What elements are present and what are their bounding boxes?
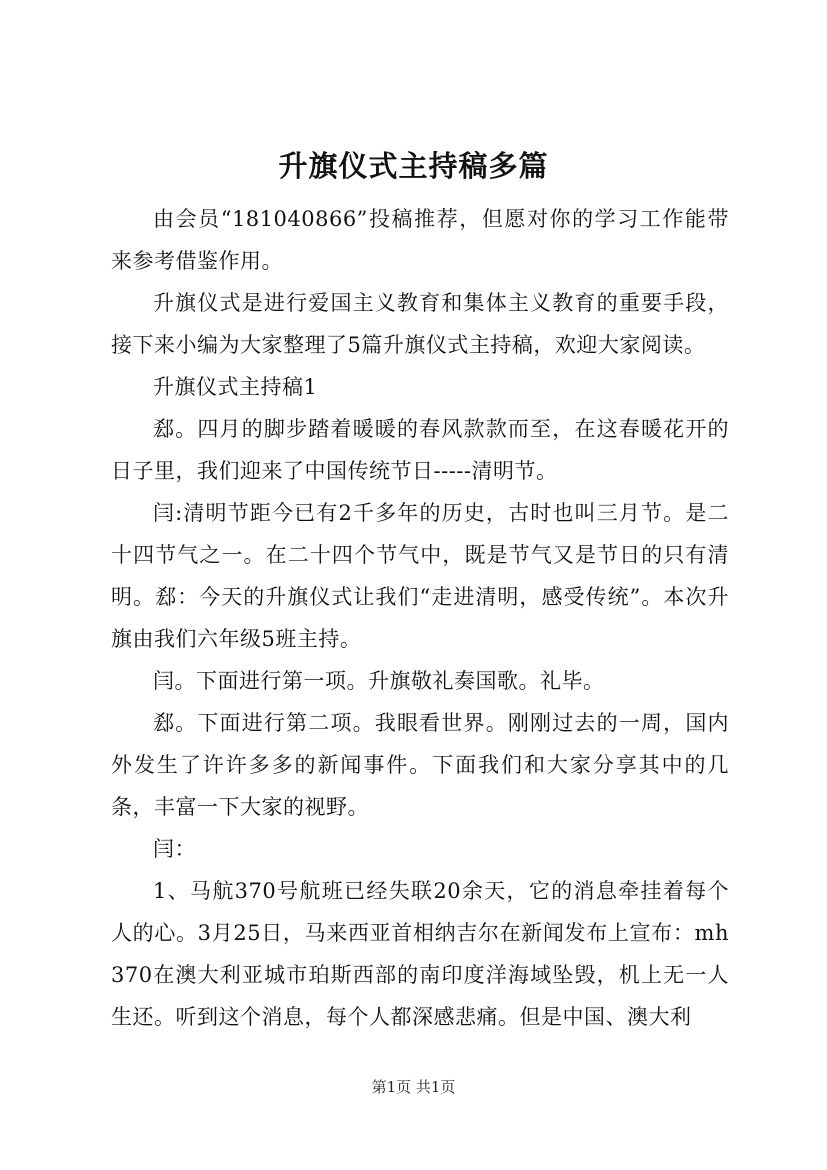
paragraph: 1、马航370号航班已经失联20余天，它的消息牵挂着每个人的心。3月25日，马来西亚首相纳吉尔在新闻发布上宣布：mh370在澳大利亚城市珀斯西部的南印度洋海域坠毁，机上无一人生还。听到这个消息，每个人都深感悲痛。但是中国、澳大利 <box>111 879 729 1029</box>
paragraph: 郄。四月的脚步踏着暖暖的春风款款而至，在这春暖花开的日子里，我们迎来了中国传统节日-----清明节。 <box>111 417 729 483</box>
paragraph: 闫:清明节距今已有2千多年的历史，古时也叫三月节。是二十四节气之一。在二十四个节气中，既是节气又是节日的只有清明。郄：今天的升旗仪式让我们“走进清明，感受传统”。本次升旗由我们六年级5班主持。 <box>111 501 729 651</box>
document-title: 升旗仪式主持稿多篇 <box>278 149 549 183</box>
paragraph: 闫： <box>153 837 196 861</box>
paragraph: 闫。下面进行第一项。升旗敬礼奏国歌。礼毕。 <box>153 669 605 693</box>
document-body <box>111 198 729 1038</box>
section-heading: 升旗仪式主持稿1 <box>153 375 318 399</box>
paragraph-intro: 由会员“181040866”投稿推荐，但愿对你的学习工作能带来参考借鉴作用。 <box>111 207 729 273</box>
page-footer: 第1页 共1页 <box>371 1078 456 1096</box>
paragraph: 郄。下面进行第二项。我眼看世界。刚刚过去的一周，国内外发生了许许多多的新闻事件。下面我们和大家分享其中的几条，丰富一下大家的视野。 <box>111 711 729 819</box>
paragraph-summary: 升旗仪式是进行爱国主义教育和集体主义教育的重要手段，接下来小编为大家整理了5篇升旗仪式主持稿，欢迎大家阅读。 <box>111 291 729 357</box>
